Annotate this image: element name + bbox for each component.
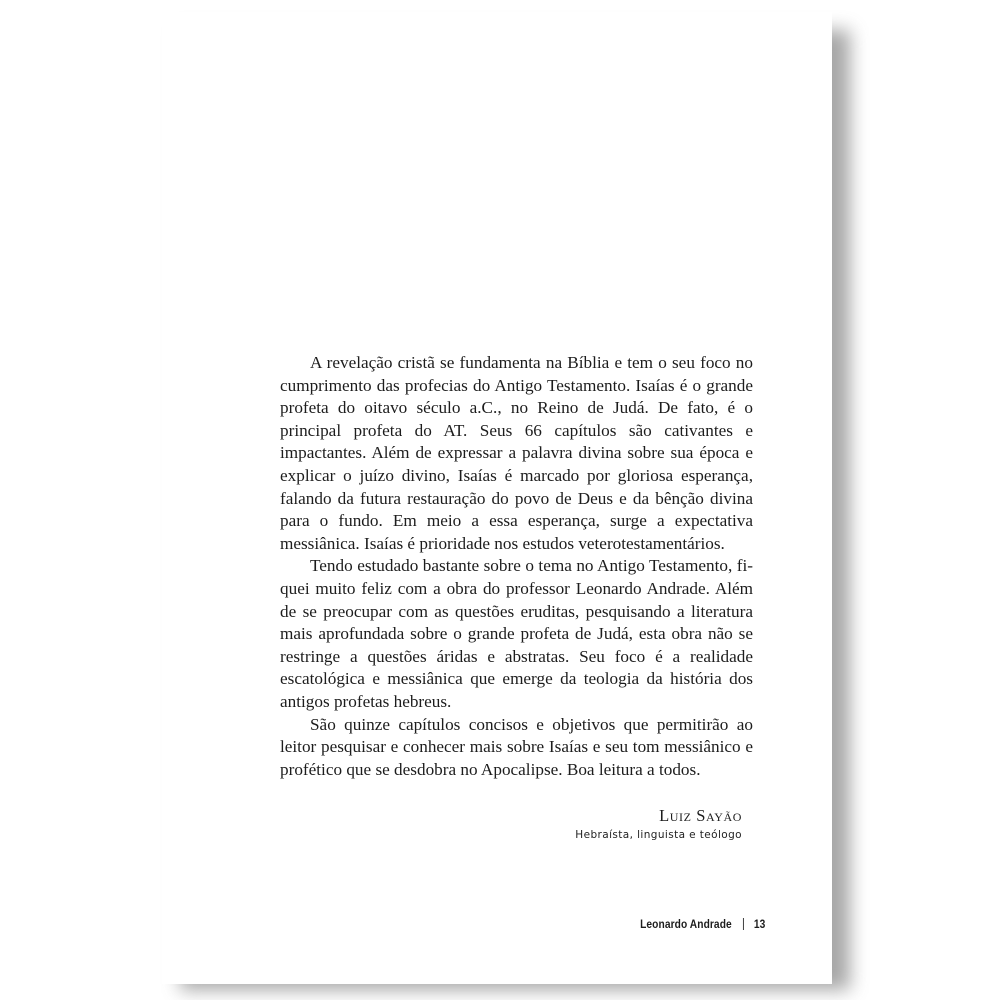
body-text [280, 352, 753, 781]
signature-name: Luiz Sayão [659, 806, 742, 825]
signature-role: Hebraísta, linguista e teólogo [575, 829, 742, 841]
footer-author: Leonardo Andrade [639, 917, 732, 931]
paragraph-3: São quinze capítulos concisos e objetivos que permitirão ao leitor pesquisar e conhecer mais sobre Isaías e seu tom messiânico e profético que se desdobra no Apocalipse. Boa leitura a todos. [280, 714, 753, 779]
book-page [162, 12, 832, 984]
footer-separator [742, 918, 743, 930]
running-footer [640, 917, 765, 931]
signature-block [575, 805, 742, 843]
paragraph-2: Tendo estudado bastante sobre o tema no Antigo Testamento, fiquei muito feliz com a obra do professor Leonardo Andrade. Além de se preocupar com as questões eruditas, pesquisando a literatura mais aprofundada sobre o grande profeta de Judá, esta obra não se restringe a questões áridas e abstratas. Seu foco é a realidade escatológica e messiânica que emerge da teologia da história dos antigos profetas hebreus. [280, 556, 753, 711]
page-number: 13 [753, 917, 765, 931]
paragraph-1: A revelação cristã se fundamenta na Bíblia e tem o seu foco no cumprimento das profecias do Antigo Testamento. Isaías é o grande profeta do oitavo século a.C., no Reino de Judá. De fato, é o principal profeta do AT. Seus 66 capítulos são cativantes e impactantes. Além de expressar a palavra divina sobre sua época e explicar o juízo divino, Isaías é marcado por gloriosa esperança, falando da futura restauração do povo de Deus e da bênção divina para o fundo. Em meio a essa esperança, surge a expectativa messiânica. Isaías é prioridade nos estudos veterotestamentários. [280, 353, 753, 553]
